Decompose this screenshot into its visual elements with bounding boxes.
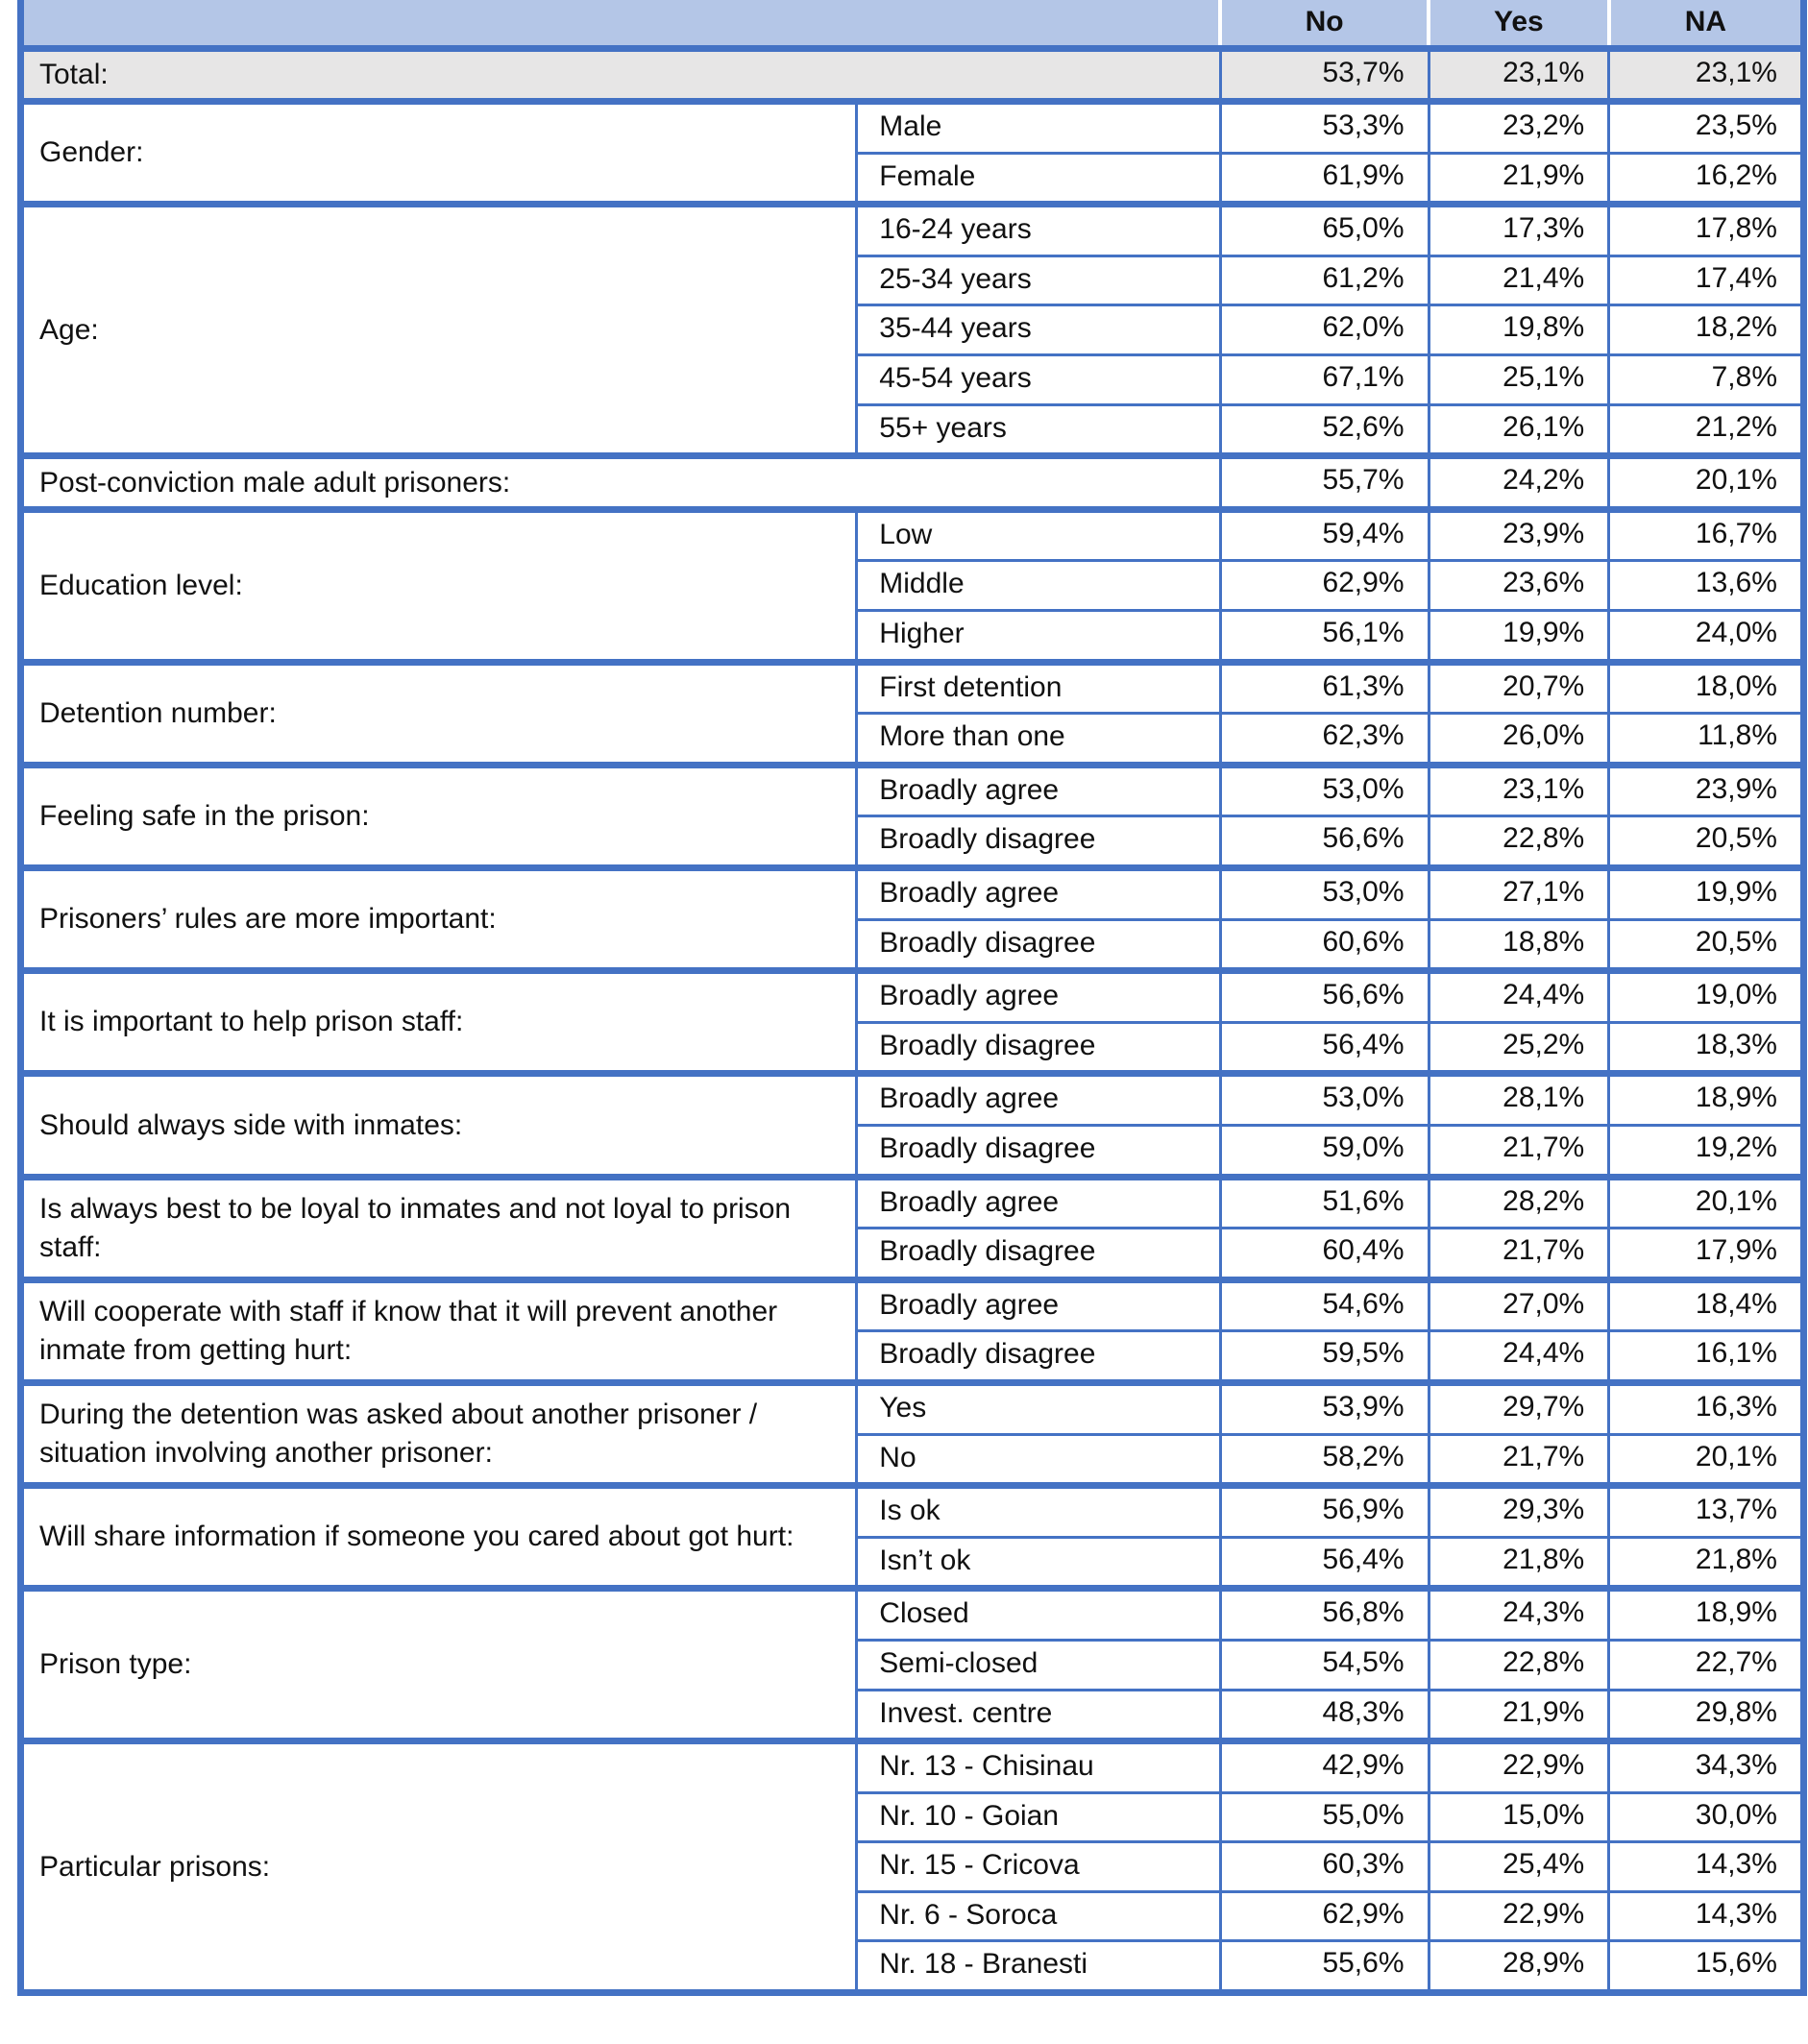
value-cell-yes: 22,8%	[1429, 1640, 1609, 1690]
value-cell-yes: 28,1%	[1429, 1074, 1609, 1126]
value-cell-yes: 26,0%	[1429, 714, 1609, 766]
category-cell: It is important to help prison staff:	[21, 971, 857, 1074]
header-blank-cell	[21, 0, 1221, 48]
value-cell-na: 21,2%	[1609, 404, 1804, 456]
subcategory-cell: Male	[857, 102, 1220, 154]
value-cell-no: 56,4%	[1220, 1537, 1429, 1589]
table-row	[21, 765, 1804, 816]
value-cell-no: 58,2%	[1220, 1434, 1429, 1486]
value-cell-yes: 23,1%	[1429, 48, 1609, 102]
column-header-yes: Yes	[1429, 0, 1609, 48]
value-cell-yes: 21,7%	[1429, 1229, 1609, 1280]
value-cell-na: 18,0%	[1609, 662, 1804, 714]
value-cell-na: 19,0%	[1609, 971, 1804, 1023]
value-cell-no: 56,6%	[1220, 816, 1429, 868]
value-cell-na: 14,3%	[1609, 1891, 1804, 1941]
category-cell: Education level:	[21, 509, 857, 662]
value-cell-no: 53,0%	[1220, 765, 1429, 816]
value-cell-yes: 26,1%	[1429, 404, 1609, 456]
subcategory-cell: Is ok	[857, 1486, 1220, 1538]
value-cell-na: 24,0%	[1609, 611, 1804, 663]
value-cell-yes: 22,8%	[1429, 816, 1609, 868]
value-cell-na: 11,8%	[1609, 714, 1804, 766]
subcategory-cell: Closed	[857, 1589, 1220, 1641]
table-row	[21, 509, 1804, 561]
category-cell: Is always best to be loyal to inmates and not loyal to prison staff:	[21, 1177, 857, 1279]
subcategory-cell: Broadly agree	[857, 1177, 1220, 1229]
value-cell-no: 54,6%	[1220, 1279, 1429, 1331]
value-cell-yes: 21,9%	[1429, 1690, 1609, 1741]
value-cell-no: 54,5%	[1220, 1640, 1429, 1690]
value-cell-na: 16,1%	[1609, 1331, 1804, 1383]
category-cell: Age:	[21, 205, 857, 456]
value-cell-na: 13,7%	[1609, 1486, 1804, 1538]
value-cell-no: 62,9%	[1220, 1891, 1429, 1941]
value-cell-yes: 24,4%	[1429, 971, 1609, 1023]
subcategory-cell: Nr. 6 - Soroca	[857, 1891, 1220, 1941]
subcategory-cell: 25-34 years	[857, 256, 1220, 305]
subcategory-cell: Broadly disagree	[857, 1229, 1220, 1280]
table-row	[21, 868, 1804, 920]
subcategory-cell: Broadly disagree	[857, 1022, 1220, 1074]
value-cell-no: 56,4%	[1220, 1022, 1429, 1074]
subcategory-cell: No	[857, 1434, 1220, 1486]
value-cell-no: 62,9%	[1220, 561, 1429, 611]
value-cell-no: 53,0%	[1220, 1074, 1429, 1126]
total-row	[21, 48, 1804, 102]
value-cell-na: 18,3%	[1609, 1022, 1804, 1074]
column-header-na: NA	[1609, 0, 1804, 48]
category-cell: Gender:	[21, 102, 857, 205]
value-cell-no: 59,4%	[1220, 509, 1429, 561]
value-cell-no: 56,1%	[1220, 611, 1429, 663]
value-cell-na: 29,8%	[1609, 1690, 1804, 1741]
subcategory-cell: 16-24 years	[857, 205, 1220, 256]
subcategory-cell: 55+ years	[857, 404, 1220, 456]
value-cell-yes: 23,6%	[1429, 561, 1609, 611]
column-header-no: No	[1220, 0, 1429, 48]
value-cell-yes: 25,4%	[1429, 1842, 1609, 1892]
value-cell-no: 55,0%	[1220, 1792, 1429, 1842]
table-row	[21, 102, 1804, 154]
value-cell-na: 13,6%	[1609, 561, 1804, 611]
subcategory-cell: Nr. 15 - Cricova	[857, 1842, 1220, 1892]
value-cell-yes: 25,1%	[1429, 355, 1609, 405]
subcategory-cell: 35-44 years	[857, 305, 1220, 355]
value-cell-yes: 22,9%	[1429, 1891, 1609, 1941]
table-row	[21, 1279, 1804, 1331]
value-cell-na: 20,5%	[1609, 919, 1804, 971]
value-cell-no: 55,6%	[1220, 1941, 1429, 1993]
value-cell-no: 53,3%	[1220, 102, 1429, 154]
category-cell: Post-conviction male adult prisoners:	[21, 456, 1221, 510]
value-cell-no: 60,3%	[1220, 1842, 1429, 1892]
value-cell-no: 56,6%	[1220, 971, 1429, 1023]
value-cell-no: 60,4%	[1220, 1229, 1429, 1280]
value-cell-yes: 22,9%	[1429, 1741, 1609, 1793]
category-cell: Feeling safe in the prison:	[21, 765, 857, 867]
value-cell-na: 20,1%	[1609, 1434, 1804, 1486]
value-cell-no: 53,7%	[1220, 48, 1429, 102]
value-cell-na: 17,8%	[1609, 205, 1804, 256]
subcategory-cell: Broadly agree	[857, 765, 1220, 816]
value-cell-na: 23,5%	[1609, 102, 1804, 154]
value-cell-no: 53,9%	[1220, 1382, 1429, 1434]
value-cell-na: 18,2%	[1609, 305, 1804, 355]
value-cell-na: 15,6%	[1609, 1941, 1804, 1993]
subcategory-cell: Nr. 18 - Branesti	[857, 1941, 1220, 1993]
subcategory-cell: Nr. 10 - Goian	[857, 1792, 1220, 1842]
table-row	[21, 1741, 1804, 1793]
subcategory-cell: Broadly agree	[857, 868, 1220, 920]
value-cell-yes: 23,2%	[1429, 102, 1609, 154]
value-cell-yes: 21,7%	[1429, 1125, 1609, 1177]
subcategory-cell: Semi-closed	[857, 1640, 1220, 1690]
table-row	[21, 456, 1804, 510]
value-cell-na: 7,8%	[1609, 355, 1804, 405]
table-row	[21, 1589, 1804, 1641]
value-cell-na: 16,7%	[1609, 509, 1804, 561]
subcategory-cell: Invest. centre	[857, 1690, 1220, 1741]
value-cell-no: 53,0%	[1220, 868, 1429, 920]
value-cell-na: 19,2%	[1609, 1125, 1804, 1177]
value-cell-yes: 18,8%	[1429, 919, 1609, 971]
subcategory-cell: Nr. 13 - Chisinau	[857, 1741, 1220, 1793]
category-cell: Prisoners’ rules are more important:	[21, 868, 857, 971]
value-cell-yes: 23,1%	[1429, 765, 1609, 816]
value-cell-yes: 27,1%	[1429, 868, 1609, 920]
value-cell-yes: 21,8%	[1429, 1537, 1609, 1589]
subcategory-cell: Low	[857, 509, 1220, 561]
subcategory-cell: Broadly disagree	[857, 1331, 1220, 1383]
value-cell-na: 19,9%	[1609, 868, 1804, 920]
value-cell-yes: 23,9%	[1429, 509, 1609, 561]
subcategory-cell: Middle	[857, 561, 1220, 611]
value-cell-na: 21,8%	[1609, 1537, 1804, 1589]
category-cell: Particular prisons:	[21, 1741, 857, 1993]
value-cell-no: 55,7%	[1220, 456, 1429, 510]
subcategory-cell: Yes	[857, 1382, 1220, 1434]
value-cell-yes: 24,4%	[1429, 1331, 1609, 1383]
value-cell-yes: 21,7%	[1429, 1434, 1609, 1486]
category-cell: Will share information if someone you cared about got hurt:	[21, 1486, 857, 1589]
value-cell-yes: 29,3%	[1429, 1486, 1609, 1538]
subcategory-cell: Broadly disagree	[857, 1125, 1220, 1177]
value-cell-yes: 17,3%	[1429, 205, 1609, 256]
value-cell-na: 30,0%	[1609, 1792, 1804, 1842]
value-cell-no: 42,9%	[1220, 1741, 1429, 1793]
table-row	[21, 1382, 1804, 1434]
value-cell-yes: 24,3%	[1429, 1589, 1609, 1641]
value-cell-no: 60,6%	[1220, 919, 1429, 971]
category-cell: Detention number:	[21, 662, 857, 765]
subcategory-cell: Broadly agree	[857, 1074, 1220, 1126]
value-cell-na: 23,1%	[1609, 48, 1804, 102]
table-row	[21, 1177, 1804, 1229]
value-cell-yes: 27,0%	[1429, 1279, 1609, 1331]
value-cell-no: 59,0%	[1220, 1125, 1429, 1177]
value-cell-no: 61,9%	[1220, 153, 1429, 205]
value-cell-yes: 29,7%	[1429, 1382, 1609, 1434]
category-cell: During the detention was asked about another prisoner / situation involving another prisoner:	[21, 1382, 857, 1485]
value-cell-na: 16,2%	[1609, 153, 1804, 205]
value-cell-yes: 28,2%	[1429, 1177, 1609, 1229]
value-cell-no: 67,1%	[1220, 355, 1429, 405]
value-cell-na: 16,3%	[1609, 1382, 1804, 1434]
value-cell-no: 59,5%	[1220, 1331, 1429, 1383]
value-cell-no: 52,6%	[1220, 404, 1429, 456]
value-cell-na: 14,3%	[1609, 1842, 1804, 1892]
value-cell-no: 56,9%	[1220, 1486, 1429, 1538]
value-cell-na: 17,4%	[1609, 256, 1804, 305]
subcategory-cell: Broadly agree	[857, 971, 1220, 1023]
value-cell-na: 18,9%	[1609, 1589, 1804, 1641]
value-cell-yes: 25,2%	[1429, 1022, 1609, 1074]
value-cell-yes: 19,8%	[1429, 305, 1609, 355]
value-cell-no: 61,2%	[1220, 256, 1429, 305]
subcategory-cell: Broadly agree	[857, 1279, 1220, 1331]
subcategory-cell: Broadly disagree	[857, 919, 1220, 971]
value-cell-no: 61,3%	[1220, 662, 1429, 714]
category-cell: Should always side with inmates:	[21, 1074, 857, 1177]
survey-results-table-container	[17, 0, 1807, 1996]
subcategory-cell: Isn’t ok	[857, 1537, 1220, 1589]
table-row	[21, 971, 1804, 1023]
table-row	[21, 1074, 1804, 1126]
category-cell: Prison type:	[21, 1589, 857, 1741]
value-cell-no: 62,0%	[1220, 305, 1429, 355]
value-cell-yes: 15,0%	[1429, 1792, 1609, 1842]
subcategory-cell: Higher	[857, 611, 1220, 663]
subcategory-cell: More than one	[857, 714, 1220, 766]
value-cell-no: 56,8%	[1220, 1589, 1429, 1641]
value-cell-na: 34,3%	[1609, 1741, 1804, 1793]
table-row	[21, 1486, 1804, 1538]
header-row	[21, 0, 1804, 48]
value-cell-no: 65,0%	[1220, 205, 1429, 256]
subcategory-cell: Broadly disagree	[857, 816, 1220, 868]
value-cell-yes: 28,9%	[1429, 1941, 1609, 1993]
value-cell-na: 22,7%	[1609, 1640, 1804, 1690]
value-cell-na: 18,9%	[1609, 1074, 1804, 1126]
value-cell-no: 62,3%	[1220, 714, 1429, 766]
subcategory-cell: Female	[857, 153, 1220, 205]
table-row	[21, 662, 1804, 714]
subcategory-cell: First detention	[857, 662, 1220, 714]
value-cell-yes: 24,2%	[1429, 456, 1609, 510]
value-cell-na: 20,1%	[1609, 456, 1804, 510]
table-body	[21, 0, 1804, 1993]
value-cell-yes: 21,9%	[1429, 153, 1609, 205]
table-row	[21, 205, 1804, 256]
value-cell-no: 51,6%	[1220, 1177, 1429, 1229]
value-cell-na: 23,9%	[1609, 765, 1804, 816]
value-cell-yes: 19,9%	[1429, 611, 1609, 663]
total-label-cell: Total:	[21, 48, 1221, 102]
survey-results-table	[17, 0, 1807, 1996]
value-cell-yes: 20,7%	[1429, 662, 1609, 714]
value-cell-yes: 21,4%	[1429, 256, 1609, 305]
subcategory-cell: 45-54 years	[857, 355, 1220, 405]
value-cell-na: 18,4%	[1609, 1279, 1804, 1331]
value-cell-no: 48,3%	[1220, 1690, 1429, 1741]
value-cell-na: 20,5%	[1609, 816, 1804, 868]
category-cell: Will cooperate with staff if know that it will prevent another inmate from getting hurt:	[21, 1279, 857, 1382]
value-cell-na: 20,1%	[1609, 1177, 1804, 1229]
value-cell-na: 17,9%	[1609, 1229, 1804, 1280]
